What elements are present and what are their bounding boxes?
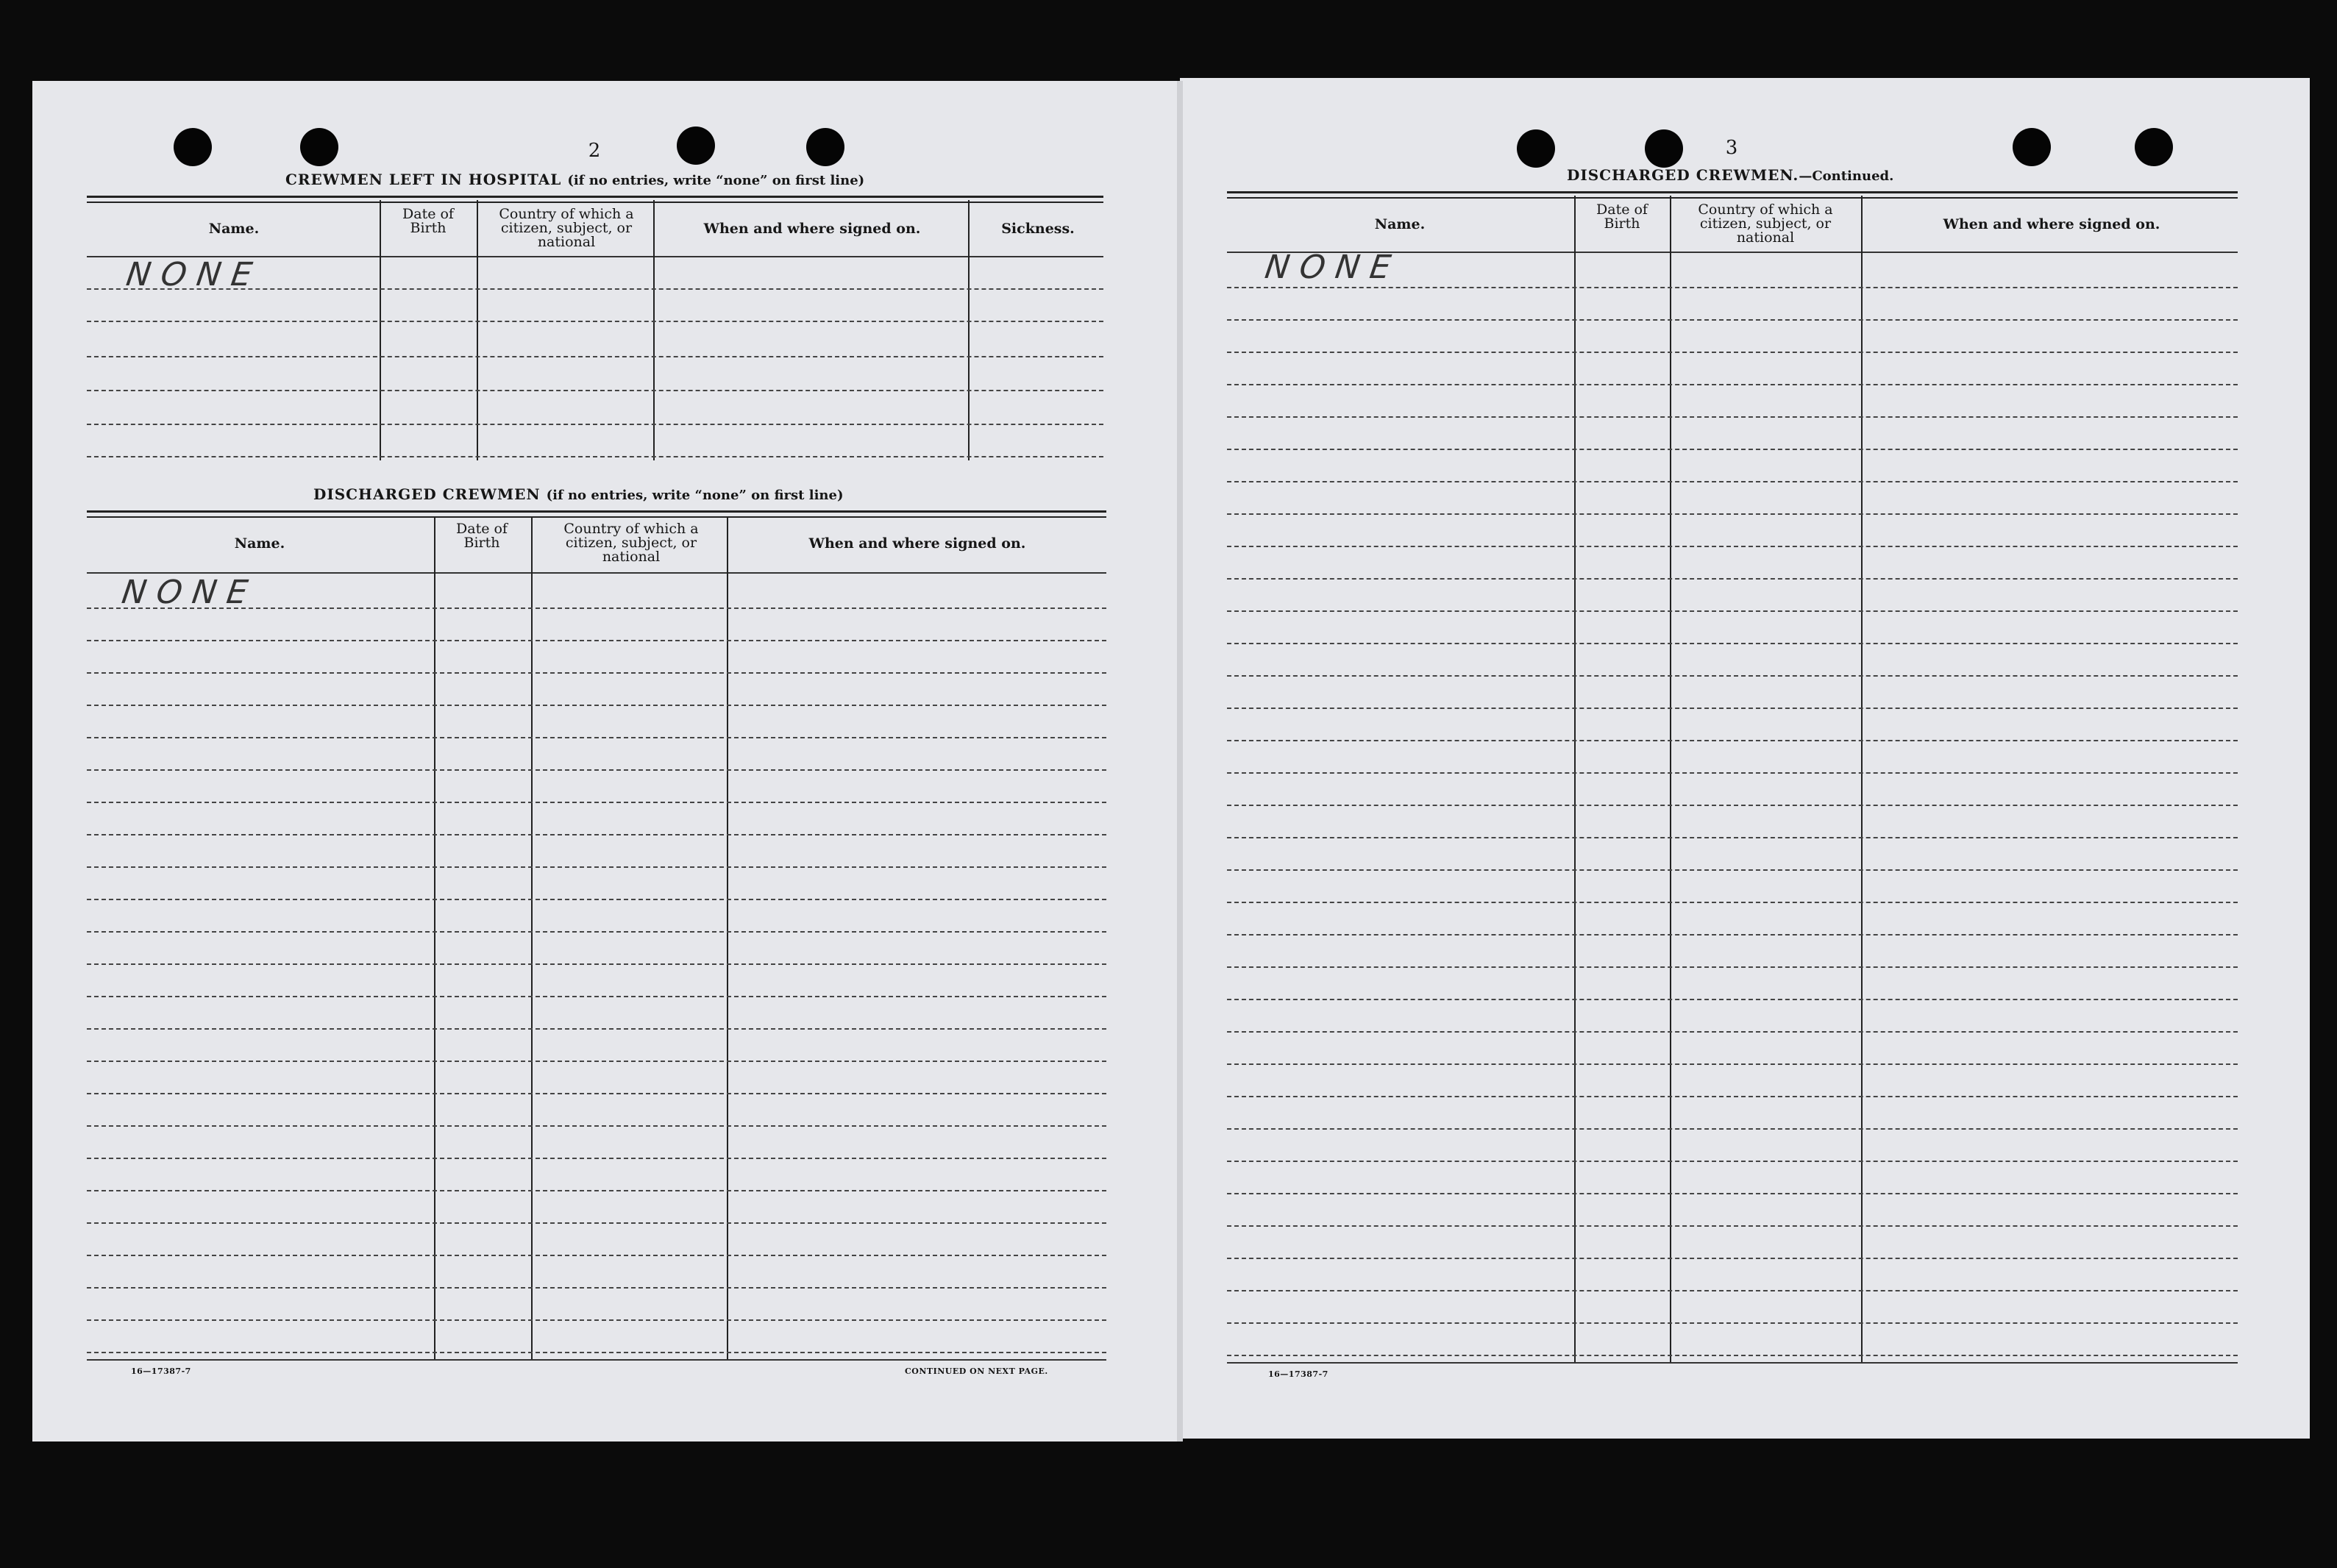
entry-line <box>1227 1161 2238 1162</box>
punch-hole <box>1517 129 1555 168</box>
column-divider <box>1670 196 1671 1362</box>
punch-hole <box>677 126 715 165</box>
entry-line <box>1227 287 2238 288</box>
col-header-country: Country of which a citizen, subject, or national <box>499 206 634 250</box>
discharged-section-title <box>313 485 843 503</box>
col-header-country: Country of which a citizen, subject, or national <box>563 521 699 565</box>
entry-line <box>1227 708 2238 709</box>
column-divider <box>653 200 655 460</box>
hospital-title-text: CREWMEN LEFT IN HOSPITAL <box>285 171 562 188</box>
entry-line <box>1227 1193 2238 1194</box>
entry-line <box>87 1319 1106 1321</box>
col-header-dob: Date of Birth <box>456 521 508 551</box>
entry-line <box>87 1287 1106 1289</box>
entry-line <box>87 899 1106 900</box>
discharged-title-text: DISCHARGED CREWMEN <box>313 485 541 503</box>
entry-line <box>1227 384 2238 385</box>
column-divider <box>1574 196 1576 1362</box>
handwritten-entry: NONE <box>124 256 265 293</box>
entry-line <box>1227 869 2238 871</box>
entry-line <box>1227 675 2238 677</box>
right-top-rule <box>1227 191 2238 199</box>
entry-line <box>1227 610 2238 612</box>
right-section-title <box>1567 166 1893 184</box>
entry-line <box>1227 1031 2238 1033</box>
entry-line <box>1227 966 2238 968</box>
entry-line <box>1227 449 2238 450</box>
form-number: 16—17387-7 <box>131 1366 191 1376</box>
entry-line <box>87 640 1106 641</box>
entry-line <box>1227 1063 2238 1065</box>
continued-note: CONTINUED ON NEXT PAGE. <box>905 1366 1048 1376</box>
entry-line <box>87 288 1103 290</box>
punch-hole <box>2013 128 2051 166</box>
entry-line <box>87 1352 1106 1353</box>
discharged-bottom-rule <box>87 1359 1106 1361</box>
right-bottom-rule <box>1227 1362 2238 1364</box>
handwritten-entry: NONE <box>119 574 260 611</box>
entry-line <box>87 769 1106 771</box>
handwritten-entry: NONE <box>1262 249 1404 286</box>
column-divider <box>968 200 970 460</box>
entry-line <box>87 802 1106 803</box>
entry-line <box>1227 1258 2238 1259</box>
entry-line <box>1227 513 2238 515</box>
entry-line <box>87 607 1106 609</box>
entry-line <box>87 356 1103 357</box>
entry-line <box>1227 805 2238 806</box>
entry-line <box>87 424 1103 425</box>
entry-line <box>1227 352 2238 353</box>
entry-line <box>1227 1128 2238 1130</box>
hospital-instruction: (if no entries, write “none” on first line) <box>567 173 865 188</box>
entry-line <box>87 1222 1106 1224</box>
entry-line <box>87 1061 1106 1062</box>
entry-line <box>87 321 1103 322</box>
entry-line <box>1227 1322 2238 1324</box>
discharged-instruction: (if no entries, write “none” on first line) <box>546 488 844 503</box>
entry-line <box>87 672 1106 674</box>
entry-line <box>87 737 1106 738</box>
entry-line <box>87 963 1106 965</box>
column-divider <box>1861 196 1863 1362</box>
entry-line <box>1227 1355 2238 1356</box>
column-divider <box>380 200 381 460</box>
punch-hole <box>806 128 844 166</box>
entry-line <box>1227 934 2238 936</box>
entry-line <box>1227 740 2238 741</box>
entry-line <box>1227 999 2238 1000</box>
page-number: 2 <box>588 140 601 162</box>
entry-line <box>1227 902 2238 903</box>
col-header-dob: Date of Birth <box>402 206 454 236</box>
column-divider <box>477 200 478 460</box>
entry-line <box>87 1190 1106 1191</box>
col-header-signed: When and where signed on. <box>703 221 921 237</box>
entry-line <box>1227 1290 2238 1291</box>
col-header-dob: Date of Birth <box>1596 202 1648 232</box>
col-header-name: Name. <box>1374 216 1426 232</box>
punch-hole <box>174 128 212 166</box>
col-header-signed: When and where signed on. <box>808 535 1026 552</box>
column-divider <box>727 516 728 1359</box>
entry-line <box>1227 643 2238 644</box>
entry-line <box>87 931 1106 933</box>
col-header-sickness: Sickness. <box>1001 221 1075 237</box>
entry-line <box>87 834 1106 835</box>
entry-line <box>87 866 1106 868</box>
col-header-name: Name. <box>208 221 260 237</box>
right-title-suffix: —Continued. <box>1799 168 1894 184</box>
entry-line <box>87 1255 1106 1256</box>
entry-line <box>1227 416 2238 418</box>
entry-line <box>87 1093 1106 1094</box>
entry-line <box>1227 319 2238 321</box>
entry-line <box>1227 1225 2238 1227</box>
col-header-name: Name. <box>234 535 285 552</box>
form-number: 16—17387-7 <box>1268 1369 1328 1379</box>
entry-line <box>1227 481 2238 482</box>
entry-line <box>1227 546 2238 547</box>
discharged-top-rule <box>87 510 1106 518</box>
column-divider <box>531 516 533 1359</box>
col-header-signed: When and where signed on. <box>1943 216 2160 232</box>
entry-line <box>1227 1096 2238 1097</box>
entry-line <box>87 390 1103 391</box>
entry-line <box>87 456 1103 457</box>
entry-line <box>87 996 1106 997</box>
entry-line <box>1227 837 2238 838</box>
punch-hole <box>1645 129 1683 168</box>
punch-hole <box>2135 128 2173 166</box>
entry-line <box>1227 772 2238 774</box>
hospital-top-rule <box>87 196 1103 203</box>
right-title-text: DISCHARGED CREWMEN. <box>1567 166 1799 184</box>
entry-line <box>1227 578 2238 580</box>
entry-line <box>87 1158 1106 1159</box>
col-header-country: Country of which a citizen, subject, or national <box>1698 202 1833 246</box>
hospital-section-title <box>285 171 864 188</box>
entry-line <box>87 1125 1106 1127</box>
page-fold <box>1177 81 1183 1442</box>
entry-line <box>87 705 1106 706</box>
entry-line <box>87 1028 1106 1030</box>
column-divider <box>434 516 435 1359</box>
page-number: 3 <box>1725 137 1738 159</box>
punch-hole <box>300 128 338 166</box>
